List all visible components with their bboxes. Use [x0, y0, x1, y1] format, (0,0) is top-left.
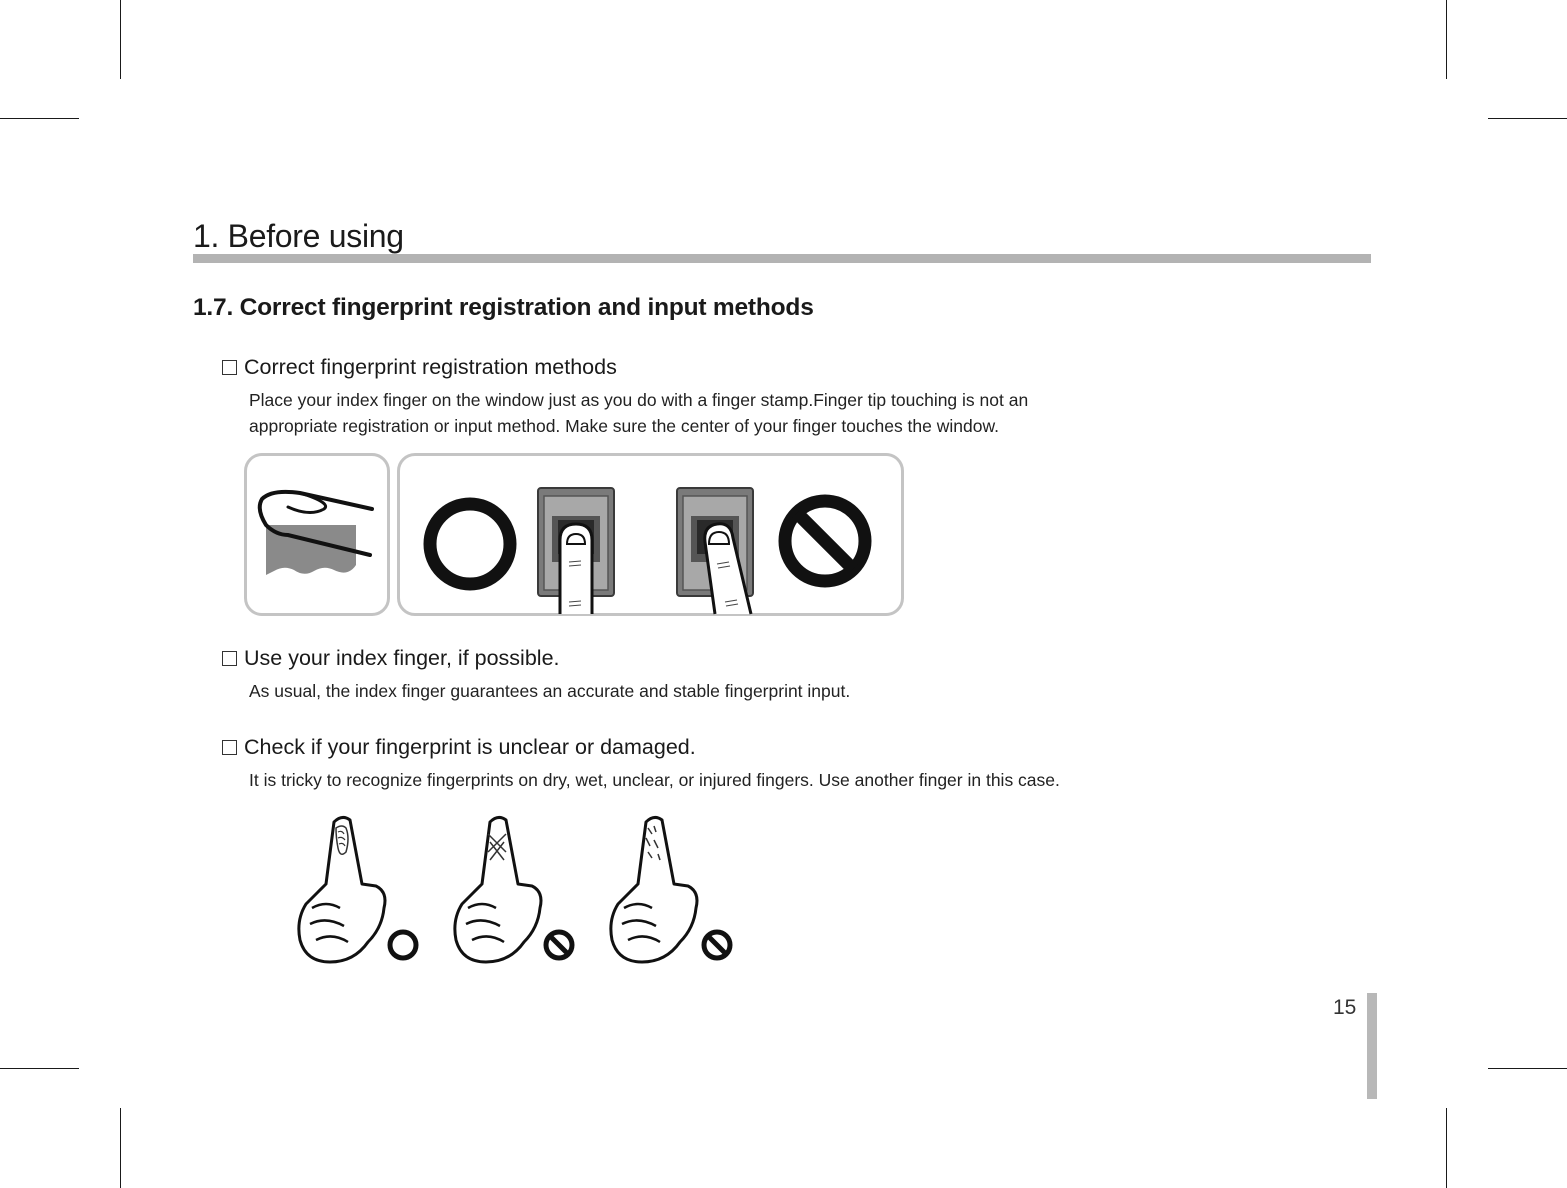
checkbox-square-icon: [222, 740, 237, 755]
prohibited-icon: [778, 494, 872, 588]
body-line: Place your index finger on the window just as you do with a finger stamp.Finger tip touching is not an: [249, 390, 1029, 410]
page-number: 15: [1333, 996, 1357, 1019]
crop-mark: [1488, 118, 1567, 119]
subsection-title: 1.7. Correct fingerprint registration and input methods: [193, 294, 814, 321]
sensor-wrong-illustration: [675, 486, 757, 616]
crop-mark: [120, 1108, 121, 1188]
section-rule: [193, 254, 1371, 263]
section-title: 1. Before using: [193, 218, 404, 254]
body-line: As usual, the index finger guarantees an accurate and stable fingerprint input.: [249, 681, 851, 701]
item-title-text: Use your index finger, if possible.: [244, 646, 560, 670]
item-title-text: Check if your fingerprint is unclear or damaged.: [244, 735, 696, 759]
item-body-index-finger: [249, 678, 850, 704]
finger-side-view-illustration: [244, 453, 390, 616]
item-title-damaged: [222, 735, 696, 760]
crop-mark: [1446, 1108, 1447, 1188]
circle-icon: [386, 928, 420, 962]
checkbox-square-icon: [222, 360, 237, 375]
checkbox-square-icon: [222, 651, 237, 666]
prohibited-icon: [700, 928, 734, 962]
body-line: It is tricky to recognize fingerprints on dry, wet, unclear, or injured fingers. Use another finger in this case.: [249, 770, 1060, 790]
page-number-bar: [1367, 993, 1377, 1099]
crop-mark: [0, 118, 79, 119]
body-line: appropriate registration or input method. Make sure the center of your finger touches the window.: [249, 416, 1000, 436]
crop-mark: [0, 1068, 79, 1069]
item-title-index-finger: [222, 646, 560, 671]
item-body-registration: [249, 387, 1028, 439]
sensor-correct-illustration: [536, 486, 616, 616]
crop-mark: [1488, 1068, 1567, 1069]
item-title-registration: [222, 355, 617, 380]
item-title-text: Correct fingerprint registration methods: [244, 355, 617, 379]
crop-mark: [1446, 0, 1447, 79]
prohibited-icon: [542, 928, 576, 962]
circle-icon: [423, 497, 517, 591]
crop-mark: [120, 0, 121, 79]
item-body-damaged: [249, 767, 1060, 793]
